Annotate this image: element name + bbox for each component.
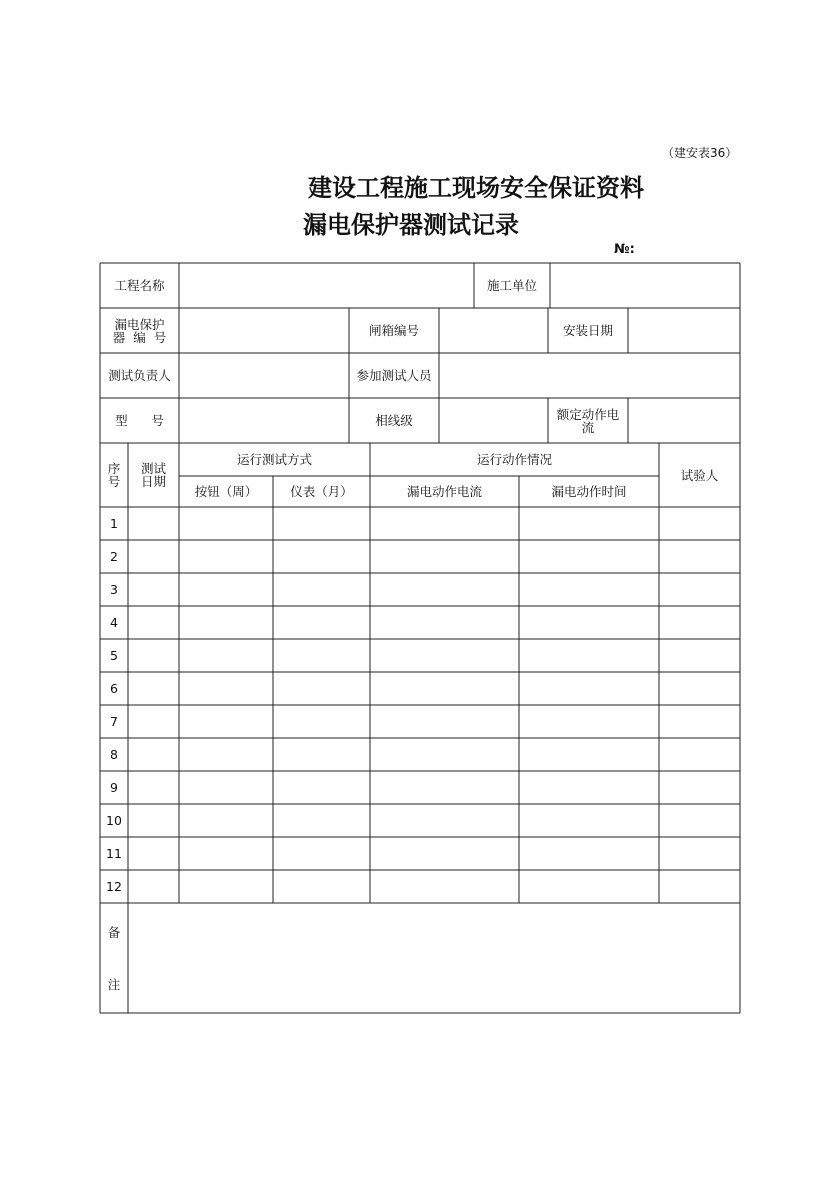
row-number: 6 xyxy=(110,681,118,696)
protector-number-line2: 器 编 号 xyxy=(112,329,167,345)
row-number: 8 xyxy=(110,747,118,762)
test-date-header-line2: 日期 xyxy=(140,474,166,489)
row-number: 11 xyxy=(106,846,122,861)
action-status-header: 运行动作情况 xyxy=(476,452,552,467)
remarks-label-1: 备 xyxy=(107,924,121,940)
row-number: 4 xyxy=(110,615,118,630)
leak-current-header: 漏电动作电流 xyxy=(406,484,482,499)
meter-header: 仪表（月） xyxy=(290,484,353,499)
page-subtitle: 漏电保护器测试记录 xyxy=(303,211,519,239)
construction-unit-label: 施工单位 xyxy=(486,278,537,293)
button-header: 按钮（周） xyxy=(194,484,258,499)
model-label: 型 号 xyxy=(115,413,164,428)
leak-time-header: 漏电动作时间 xyxy=(551,484,627,499)
seq-header-line1: 序 xyxy=(107,461,121,476)
tester-header: 试验人 xyxy=(680,467,719,483)
row-number: 3 xyxy=(110,582,118,597)
gate-box-number-label: 闸箱编号 xyxy=(368,323,419,338)
protector-number-line1: 漏电保护 xyxy=(114,316,165,332)
row-number: 2 xyxy=(110,549,118,564)
project-name-label: 工程名称 xyxy=(114,278,165,293)
test-leader-label: 测试负责人 xyxy=(108,368,171,383)
record-number-label: №: xyxy=(614,242,635,257)
install-date-label: 安装日期 xyxy=(562,323,613,338)
seq-header xyxy=(100,443,128,507)
participants-label: 参加测试人员 xyxy=(356,368,432,383)
phase-level-label: 相线级 xyxy=(375,413,413,428)
seq-header-line2: 号 xyxy=(107,474,121,489)
row-number: 12 xyxy=(106,879,122,894)
protector-number-label xyxy=(100,308,179,353)
page-title: 建设工程施工现场安全保证资料 xyxy=(308,174,644,202)
rated-current-line2: 流 xyxy=(581,419,595,435)
row-number: 5 xyxy=(110,648,118,663)
row-number: 7 xyxy=(110,714,118,729)
row-number: 1 xyxy=(110,516,118,531)
rated-current-label xyxy=(548,398,628,443)
rated-current-line1: 额定动作电 xyxy=(556,406,620,422)
remarks-label-2: 注 xyxy=(107,976,121,992)
run-method-header: 运行测试方式 xyxy=(236,452,312,467)
test-date-header-line1: 测试 xyxy=(140,461,166,476)
row-number: 9 xyxy=(110,780,118,795)
form-code: （建安表36） xyxy=(662,146,738,160)
row-number: 10 xyxy=(106,813,122,828)
test-date-header xyxy=(128,443,179,507)
